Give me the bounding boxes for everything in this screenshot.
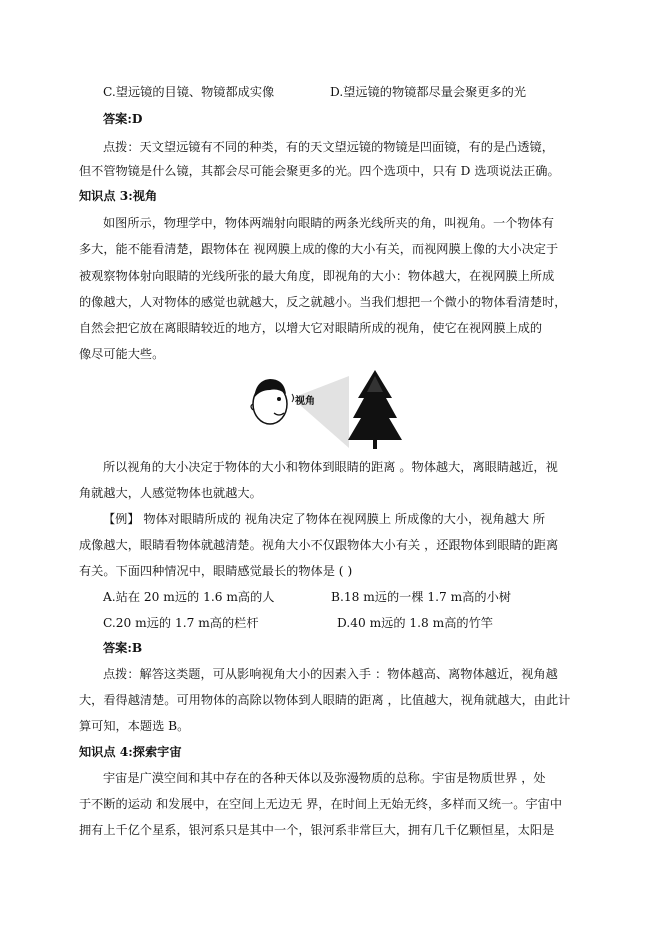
example-line: 【例】 物体对眼睛所成的 视角决定了物体在视网膜上 所成像的大小，视角越大 所 [103, 512, 546, 526]
hint-line: 点拨：天文望远镜有不同的种类，有的天文望远镜的物镜是凹面镜，有的是凸透镜， [103, 140, 554, 154]
paragraph-line: 多大，能不能看清楚，跟物体在 视网膜上成的像的大小有关，而视网膜上像的大小决定于 [79, 242, 559, 256]
option-b: B.18 m远的一棵 1.7 m高的小树 [331, 590, 511, 604]
paragraph-line: 角就越大，人感觉物体也就越大。 [79, 486, 262, 500]
hint-line: 大，看得越清楚。可用物体的高除以物体到人眼睛的距离 ，比值越大，视角就越大，由此计 [79, 693, 571, 707]
paragraph-line: 自然会把它放在离眼睛较近的地方，以增大它对眼睛所成的视角，使它在视网膜上成的 [79, 321, 543, 335]
answer-label: 答案:D [103, 112, 143, 126]
section-title: 知识点 4:探索宇宙 [79, 745, 182, 759]
light-cone [292, 376, 349, 448]
paragraph-line: 像尽可能大些。 [79, 347, 165, 361]
paragraph-line: 的像越大，人对物体的感觉也就越大，反之就越小。当我们想把一个微小的物体看清楚时， [79, 295, 567, 309]
option-d: D.望远镜的物镜都尽量会聚更多的光 [330, 85, 527, 99]
paragraph-line: 所以视角的大小决定于物体的大小和物体到眼睛的距离 。物体越大，离眼睛越近，视 [103, 460, 558, 474]
option-a: A.站在 20 m远的 1.6 m高的人 [103, 590, 275, 604]
option-d: D.40 m远的 1.8 m高的竹竿 [337, 616, 493, 630]
tree-icon [348, 370, 402, 449]
hint-line: 但不管物镜是什么镜，其都会尽可能会聚更多的光。四个选项中，只有 D 选项说法正确。 [79, 164, 560, 178]
person-head-icon [251, 379, 287, 424]
example-line: 有关。下面四种情况中，眼睛感觉最长的物体是 ( ) [79, 564, 353, 578]
hint-line: 点拨：解答这类题，可从影响视角大小的因素入手 ：物体越高、离物体越近，视角越 [103, 667, 558, 681]
paragraph-line: 于不断的运动 和发展中，在空间上无边无 界，在时间上无始无终，多样而又统一。宇宙中 [79, 797, 563, 811]
paragraph-line: 被观察物体射向眼睛的光线所张的最大角度，即视角的大小：物体越大，在视网膜上所成 [79, 269, 555, 283]
section-title: 知识点 3:视角 [79, 189, 158, 203]
paragraph-line: 宇宙是广漠空间和其中存在的各种天体以及弥漫物质的总称。宇宙是物质世界 ，处 [103, 771, 546, 785]
hint-line: 算可知，本题选 B。 [79, 719, 190, 733]
paragraph-line: 如图所示，物理学中，物体两端射向眼睛的两条光线所夹的角，叫视角。一个物体有 [103, 216, 554, 230]
answer-label: 答案:B [103, 641, 143, 655]
option-c: C.20 m远的 1.7 m高的栏杆 [103, 616, 259, 630]
visual-angle-figure [248, 368, 414, 450]
example-line: 成像越大，眼睛看物体就越清楚。视角大小不仅跟物体大小有关 ，还跟物体到眼睛的距离 [79, 538, 559, 552]
paragraph-line: 拥有上千亿个星系，银河系只是其中一个，银河系非常巨大，拥有几千亿颗恒星，太阳是 [79, 823, 555, 837]
figure-label: 视角 [295, 396, 315, 407]
option-c: C.望远镜的目镜、物镜都成实像 [103, 85, 275, 99]
